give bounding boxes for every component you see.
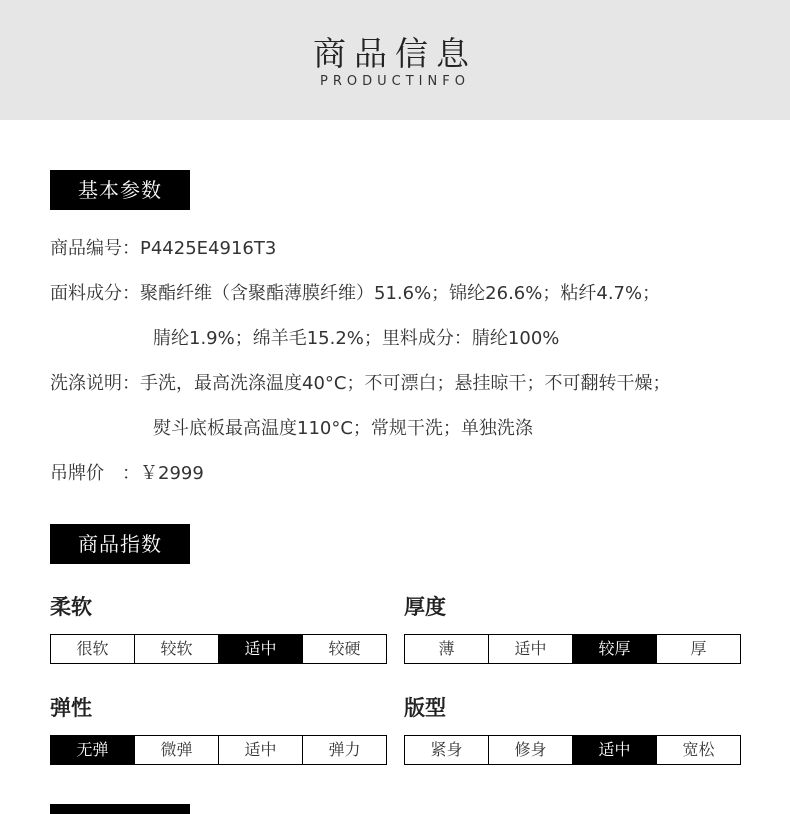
metric-title-elasticity: 弹性 bbox=[50, 696, 92, 720]
param-row-sku bbox=[50, 236, 276, 262]
metric-title-thickness: 厚度 bbox=[404, 595, 446, 619]
scale-option: 宽松 bbox=[657, 736, 740, 764]
section-label-basic-params: 基本参数 bbox=[50, 170, 190, 210]
next-section-label-partial bbox=[50, 804, 190, 814]
scale-option: 适中 bbox=[219, 736, 303, 764]
scale-option: 适中 bbox=[489, 635, 573, 663]
param-key: 商品编号： bbox=[50, 238, 140, 259]
scale-option-selected: 较厚 bbox=[573, 635, 657, 663]
scale-option-selected: 适中 bbox=[219, 635, 303, 663]
param-value: P4425E4916T3 bbox=[140, 238, 277, 259]
metric-title-softness: 柔软 bbox=[50, 595, 92, 619]
scale-option-selected: 无弹 bbox=[51, 736, 135, 764]
scale-option: 修身 bbox=[489, 736, 573, 764]
scale-option-selected: 适中 bbox=[573, 736, 657, 764]
param-key: 面料成分： bbox=[50, 283, 140, 304]
metric-title-fit: 版型 bbox=[404, 696, 446, 720]
param-row-price bbox=[50, 461, 204, 487]
page-title: 商品信息 bbox=[313, 34, 477, 73]
scale-elasticity bbox=[50, 735, 387, 765]
scale-option: 紧身 bbox=[405, 736, 489, 764]
scale-option: 很软 bbox=[51, 635, 135, 663]
scale-option: 弹力 bbox=[303, 736, 386, 764]
scale-softness bbox=[50, 634, 387, 664]
param-key: 洗涤说明： bbox=[50, 373, 140, 394]
section-label-indices: 商品指数 bbox=[50, 524, 190, 564]
param-value-continued: 腈纶1.9%；绵羊毛15.2%；里料成分：腈纶100% bbox=[153, 328, 560, 349]
scale-option: 较软 bbox=[135, 635, 219, 663]
header-banner bbox=[0, 0, 790, 120]
page-subtitle: PRODUCTINFO bbox=[320, 74, 470, 89]
param-value: 手洗，最高洗涤温度40°C；不可漂白；悬挂晾干；不可翻转干燥； bbox=[140, 373, 671, 394]
scale-option: 微弹 bbox=[135, 736, 219, 764]
param-row-care bbox=[50, 371, 670, 397]
scale-fit bbox=[404, 735, 741, 765]
scale-option: 较硬 bbox=[303, 635, 386, 663]
param-value-continued: 熨斗底板最高温度110°C；常规干洗；单独洗涤 bbox=[153, 418, 533, 439]
param-value: 聚酯纤维（含聚酯薄膜纤维）51.6%；锦纶26.6%；粘纤4.7%； bbox=[140, 283, 661, 304]
param-value: ￥2999 bbox=[140, 463, 204, 484]
scale-option: 薄 bbox=[405, 635, 489, 663]
param-key: 吊牌价 ： bbox=[50, 463, 140, 484]
param-row-fabric bbox=[50, 281, 660, 307]
scale-thickness bbox=[404, 634, 741, 664]
scale-option: 厚 bbox=[657, 635, 740, 663]
